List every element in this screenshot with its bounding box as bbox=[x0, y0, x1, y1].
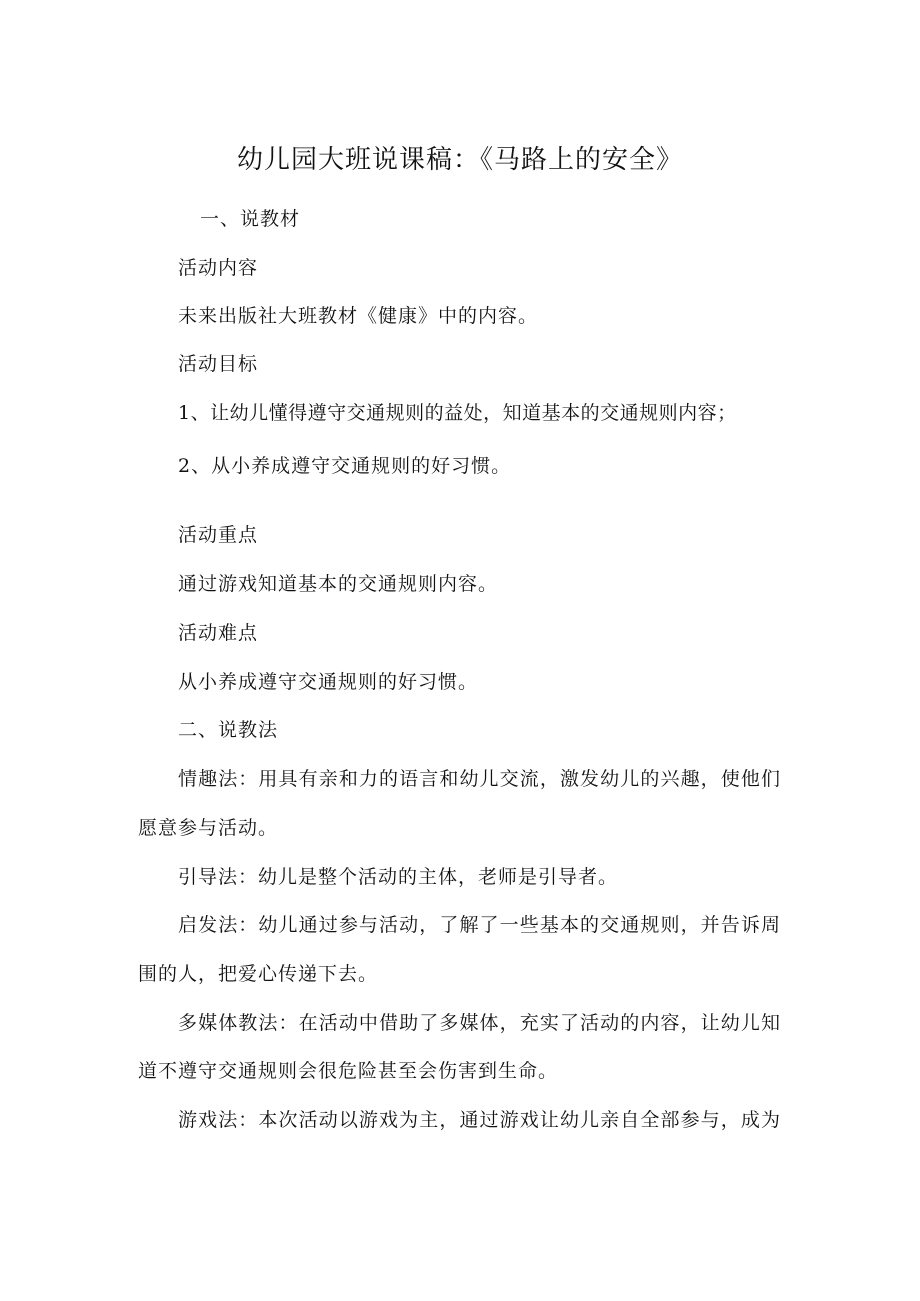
method-media-line2: 道不遵守交通规则会很危险甚至会伤害到生命。 bbox=[138, 1060, 559, 1082]
method-media-line1: 多媒体教法：在活动中借助了多媒体，充实了活动的内容，让幼儿知 bbox=[178, 1012, 780, 1034]
method-guide: 引导法：幼儿是整个活动的主体，老师是引导者。 bbox=[178, 866, 619, 888]
method-inspire-line1: 启发法：幼儿通过参与活动，了解了一些基本的交通规则，并告诉周 bbox=[178, 914, 780, 936]
key-text: 通过游戏知道基本的交通规则内容。 bbox=[178, 573, 499, 595]
content-heading: 活动内容 bbox=[178, 257, 259, 279]
goal-heading: 活动目标 bbox=[178, 353, 259, 375]
goal-item-2: 2、从小养成遵守交通规则的好习惯。 bbox=[178, 455, 512, 477]
method-interest-line2: 愿意参与活动。 bbox=[138, 817, 279, 839]
key-heading: 活动重点 bbox=[178, 524, 259, 546]
difficulty-heading: 活动难点 bbox=[178, 622, 259, 644]
document-title: 幼儿园大班说课稿：《马路上的安全》 bbox=[236, 145, 683, 175]
method-interest-line1: 情趣法：用具有亲和力的语言和幼儿交流，激发幼儿的兴趣，使他们 bbox=[178, 768, 780, 790]
content-text: 未来出版社大班教材《健康》中的内容。 bbox=[178, 305, 539, 327]
difficulty-text: 从小养成遵守交通规则的好习惯。 bbox=[178, 671, 479, 693]
method-game-line1: 游戏法：本次活动以游戏为主，通过游戏让幼儿亲自全部参与，成为 bbox=[178, 1109, 780, 1131]
goal-item-1: 1、让幼儿懂得遵守交通规则的益处，知道基本的交通规则内容； bbox=[178, 402, 737, 424]
method-inspire-line2: 围的人，把爱心传递下去。 bbox=[138, 963, 379, 985]
section1-heading: 一、说教材 bbox=[200, 208, 301, 230]
section2-heading: 二、说教法 bbox=[178, 719, 279, 741]
